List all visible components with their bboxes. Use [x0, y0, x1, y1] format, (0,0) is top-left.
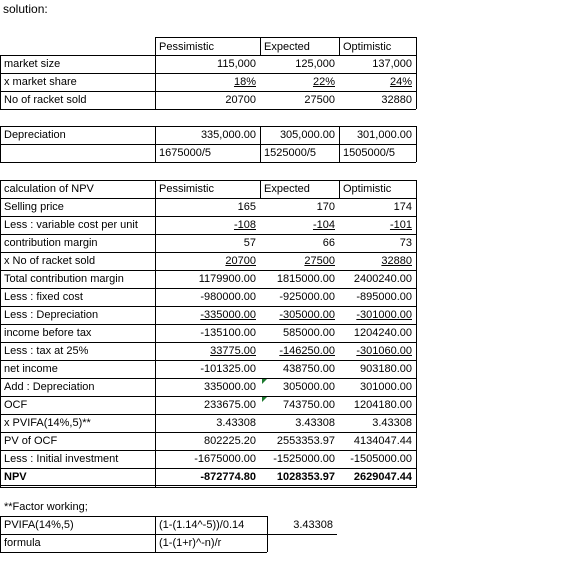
- npv-row-value: [155, 288, 260, 306]
- factor-row-value: [267, 516, 337, 534]
- npv-row-value: [260, 414, 339, 432]
- grid-line: [416, 180, 417, 488]
- npv-row-value: [339, 378, 416, 396]
- npv-row-value: [339, 342, 416, 360]
- grid-line: [0, 342, 416, 343]
- grid-line: [260, 126, 261, 162]
- grid-line: [0, 252, 416, 253]
- npv-row-value: [339, 252, 416, 270]
- npv-row-value-text: -101: [389, 219, 412, 231]
- factor-row-formula-text: (1-(1+r)^-n)/r: [159, 537, 222, 549]
- npv-row-value-text: -1525000.00: [273, 453, 335, 465]
- npv-header-0: [0, 180, 155, 198]
- npv-row-value-text: -146250.00: [279, 345, 335, 357]
- npv-row-value-text: 585000.00: [283, 327, 335, 339]
- npv-row-label: [0, 432, 155, 450]
- npv-row-value: [155, 252, 260, 270]
- npv-row-value-text: 1028353.97: [276, 471, 335, 483]
- market-row-value: [260, 91, 339, 109]
- factor-note-text: **Factor working;: [4, 501, 88, 513]
- market-row-value-text: 32880: [381, 94, 412, 106]
- npv-table-top-line: [0, 180, 416, 181]
- grid-line: [416, 37, 417, 109]
- npv-row-value-text: 1179900.00: [198, 273, 256, 285]
- npv-row-value: [260, 306, 339, 324]
- npv-header-2-text: Expected: [264, 183, 310, 195]
- market-row-label-text: x market share: [4, 76, 77, 88]
- npv-row-value: [155, 198, 260, 216]
- npv-row-value: [339, 396, 416, 414]
- grid-line: [0, 270, 416, 271]
- grid-line: [0, 450, 416, 451]
- npv-row-label: [0, 270, 155, 288]
- npv-row-label: [0, 414, 155, 432]
- npv-row-label: [0, 468, 155, 486]
- grid-line: [0, 414, 416, 415]
- npv-row-value-text: 33775.00: [210, 345, 256, 357]
- depreciation-label: [0, 126, 155, 144]
- npv-row-value-text: -108: [233, 219, 256, 231]
- npv-header-2: [260, 180, 339, 198]
- npv-row-value-text: 2400240.00: [353, 273, 412, 285]
- npv-row-label: [0, 252, 155, 270]
- npv-row-value-text: 174: [393, 201, 412, 213]
- npv-row-value: [260, 396, 339, 414]
- npv-row-label: [0, 342, 155, 360]
- npv-row-value-text: -305000.00: [279, 309, 335, 321]
- market-row-value: [155, 91, 260, 109]
- npv-row-label-text: OCF: [4, 399, 28, 411]
- depreciation-formula-text: 1505000/5: [343, 147, 395, 159]
- npv-row-value: [260, 216, 339, 234]
- npv-row-value-text: 743750.00: [283, 399, 335, 411]
- grid-line: [0, 55, 1, 109]
- grid-line: [0, 487, 416, 488]
- market-row-value: [260, 73, 339, 91]
- npv-row-label: [0, 396, 155, 414]
- npv-row-value-text: -925000.00: [279, 291, 335, 303]
- npv-row-label-text: x No of racket sold: [4, 255, 96, 267]
- depreciation-formula-text: 1525000/5: [264, 147, 316, 159]
- npv-row-value: [339, 288, 416, 306]
- npv-row-value: [339, 450, 416, 468]
- npv-row-value: [260, 468, 339, 486]
- npv-row-label: [0, 288, 155, 306]
- market-row-value-text: 27500: [304, 94, 335, 106]
- market-row-value: [339, 55, 416, 73]
- npv-row-value-text: -1675000.00: [194, 453, 256, 465]
- npv-row-value: [155, 360, 260, 378]
- market-row-label: [0, 91, 155, 109]
- depreciation-value: [339, 126, 416, 144]
- npv-row-label-text: net income: [4, 363, 58, 375]
- market-row-label-text: market size: [4, 58, 61, 70]
- npv-row-label-text: Less : tax at 25%: [4, 345, 89, 357]
- market-header-2: [260, 37, 339, 55]
- npv-row-value-text: 20700: [225, 255, 256, 267]
- grid-line: [0, 432, 416, 433]
- npv-row-value-text: 802225.20: [204, 435, 256, 447]
- npv-row-label: [0, 450, 155, 468]
- npv-row-value-text: 438750.00: [283, 363, 335, 375]
- npv-row-label-text: x PVIFA(14%,5)**: [4, 417, 91, 429]
- npv-row-value: [260, 432, 339, 450]
- npv-row-value: [155, 234, 260, 252]
- npv-row-value: [260, 450, 339, 468]
- market-header-1: [155, 37, 260, 55]
- market-row-value-text: 18%: [233, 76, 256, 88]
- npv-row-value-text: 3.43308: [216, 417, 256, 429]
- factor-row-formula: [155, 534, 267, 552]
- npv-row-value: [155, 432, 260, 450]
- depreciation-value: [155, 126, 260, 144]
- npv-row-value-text: 73: [399, 237, 412, 249]
- npv-row-value: [260, 378, 339, 396]
- depreciation-formula: [155, 144, 260, 162]
- factor-row-formula: [155, 516, 267, 534]
- npv-row-label-text: Selling price: [4, 201, 64, 213]
- market-row-value: [339, 91, 416, 109]
- grid-line: [0, 144, 416, 145]
- market-row-value-text: 24%: [389, 76, 412, 88]
- depreciation-formula: [260, 144, 339, 162]
- depreciation-value-text: 305,000.00: [279, 129, 335, 141]
- factor-note: [0, 498, 260, 516]
- npv-row-value-text: 4134047.44: [353, 435, 412, 447]
- grid-line: [0, 552, 267, 553]
- grid-line: [0, 126, 1, 162]
- grid-line: [0, 198, 416, 199]
- npv-row-value-text: 165: [237, 201, 256, 213]
- npv-row-value: [339, 198, 416, 216]
- formula-error-indicator-icon: [262, 397, 267, 402]
- npv-row-value: [260, 198, 339, 216]
- depreciation-value-text: 335,000.00: [200, 129, 256, 141]
- grid-line: [339, 180, 340, 198]
- market-row-value: [339, 73, 416, 91]
- grid-line: [0, 234, 416, 235]
- npv-row-value-text: 1204180.00: [353, 399, 412, 411]
- grid-line: [0, 396, 416, 397]
- grid-line: [0, 288, 416, 289]
- npv-row-value-text: -301000.00: [356, 309, 412, 321]
- npv-header-0-text: calculation of NPV: [4, 183, 94, 195]
- market-row-label-text: No of racket sold: [4, 94, 87, 106]
- npv-row-label-text: Less : fixed cost: [4, 291, 83, 303]
- npv-row-label-text: Add : Depreciation: [4, 381, 95, 393]
- npv-row-value-text: 233675.00: [204, 399, 256, 411]
- market-table-header-line: [0, 55, 416, 56]
- npv-header-3: [339, 180, 416, 198]
- market-header-1-text: Pessimistic: [159, 41, 215, 53]
- grid-line: [0, 324, 416, 325]
- factor-row-value-text: 3.43308: [293, 519, 333, 531]
- npv-row-value-text: -872774.80: [200, 471, 256, 483]
- factor-row-formula-text: (1-(1.14^-5))/0.14: [159, 519, 245, 531]
- solution-heading: solution:: [3, 2, 48, 16]
- market-header-2-text: Expected: [264, 41, 310, 53]
- factor-row-label-text: formula: [4, 537, 41, 549]
- market-row-value-text: 20700: [225, 94, 256, 106]
- factor-row-value: [267, 534, 337, 552]
- npv-row-label: [0, 198, 155, 216]
- grid-line: [0, 306, 416, 307]
- market-row-value: [260, 55, 339, 73]
- grid-line: [0, 378, 416, 379]
- npv-row-label-text: contribution margin: [4, 237, 98, 249]
- npv-row-label: [0, 216, 155, 234]
- npv-row-value: [155, 216, 260, 234]
- npv-row-value: [155, 468, 260, 486]
- npv-row-label: [0, 324, 155, 342]
- npv-row-value: [260, 360, 339, 378]
- npv-row-value: [155, 396, 260, 414]
- npv-row-label: [0, 360, 155, 378]
- npv-row-value: [260, 234, 339, 252]
- grid-line: [0, 91, 416, 92]
- npv-row-value-text: 2629047.44: [353, 471, 412, 483]
- factor-table-top-line: [0, 516, 267, 517]
- grid-line: [260, 180, 261, 198]
- market-row-value: [155, 55, 260, 73]
- npv-row-value-text: 170: [316, 201, 335, 213]
- npv-row-value-text: -1505000.00: [350, 453, 412, 465]
- market-row-value-text: 137,000: [372, 58, 412, 70]
- npv-row-value-text: -104: [312, 219, 335, 231]
- npv-table-bottom-line: [0, 485, 416, 486]
- market-header-3: [339, 37, 416, 55]
- npv-row-value: [339, 324, 416, 342]
- grid-line: [0, 162, 416, 163]
- npv-row-value: [260, 288, 339, 306]
- npv-row-value-text: 2553353.97: [276, 435, 335, 447]
- npv-row-value: [155, 342, 260, 360]
- npv-row-value: [155, 324, 260, 342]
- npv-row-label-text: Less : Initial investment: [4, 453, 119, 465]
- npv-row-label-text: Less : variable cost per unit: [4, 219, 138, 231]
- grid-line: [0, 360, 416, 361]
- npv-row-value-text: 57: [243, 237, 256, 249]
- npv-row-label: [0, 234, 155, 252]
- npv-row-value: [260, 252, 339, 270]
- npv-row-label-text: PV of OCF: [4, 435, 58, 447]
- npv-row-value-text: -895000.00: [356, 291, 412, 303]
- npv-header-1-text: Pessimistic: [159, 183, 215, 195]
- npv-row-value-text: 335000.00: [204, 381, 256, 393]
- npv-row-value-text: 903180.00: [360, 363, 412, 375]
- npv-row-value: [260, 270, 339, 288]
- npv-row-value-text: 32880: [381, 255, 412, 267]
- grid-line: [339, 37, 340, 55]
- grid-line: [155, 516, 156, 552]
- grid-line: [0, 468, 416, 469]
- grid-line: [267, 516, 268, 552]
- npv-row-value-text: -980000.00: [200, 291, 256, 303]
- market-table-bottom-line: [0, 109, 416, 110]
- market-row-value-text: 22%: [312, 76, 335, 88]
- depreciation-value-text: 301,000.00: [356, 129, 412, 141]
- npv-row-value: [339, 306, 416, 324]
- grid-line: [416, 126, 417, 162]
- npv-row-label-text: Total contribution margin: [4, 273, 124, 285]
- grid-line: [0, 516, 1, 552]
- grid-line: [0, 180, 1, 488]
- npv-row-value: [260, 324, 339, 342]
- npv-row-value: [339, 414, 416, 432]
- factor-row-label: [0, 516, 155, 534]
- npv-row-value: [155, 414, 260, 432]
- depreciation-value: [260, 126, 339, 144]
- npv-row-value: [339, 432, 416, 450]
- grid-line: [260, 37, 261, 55]
- depreciation-formula-text: 1675000/5: [159, 147, 211, 159]
- npv-row-value-text: 305000.00: [283, 381, 335, 393]
- market-row-value: [155, 73, 260, 91]
- npv-row-label-text: NPV: [4, 471, 27, 483]
- market-row-value-text: 115,000: [217, 58, 256, 70]
- npv-header-1: [155, 180, 260, 198]
- factor-row-label-text: PVIFA(14%,5): [4, 519, 74, 531]
- npv-row-value-text: -301060.00: [356, 345, 412, 357]
- npv-row-value-text: -335000.00: [200, 309, 256, 321]
- npv-row-value-text: -135100.00: [200, 327, 256, 339]
- npv-row-value-text: 3.43308: [372, 417, 412, 429]
- npv-row-value: [339, 234, 416, 252]
- npv-row-label: [0, 378, 155, 396]
- npv-header-3-text: Optimistic: [343, 183, 392, 195]
- grid-line: [155, 37, 416, 38]
- grid-line: [0, 534, 337, 535]
- grid-line: [0, 73, 416, 74]
- grid-line: [339, 126, 340, 162]
- depreciation-label-text: Depreciation: [4, 129, 66, 141]
- factor-row-label: [0, 534, 155, 552]
- npv-row-value: [339, 468, 416, 486]
- npv-row-value-text: 27500: [304, 255, 335, 267]
- npv-row-value: [339, 360, 416, 378]
- npv-row-value: [155, 378, 260, 396]
- npv-row-value: [339, 216, 416, 234]
- npv-row-value: [155, 306, 260, 324]
- grid-line: [155, 37, 156, 109]
- market-row-value-text: 125,000: [295, 58, 335, 70]
- market-row-label: [0, 73, 155, 91]
- npv-row-value-text: 1815000.00: [276, 273, 335, 285]
- npv-row-value-text: 66: [322, 237, 335, 249]
- depreciation-formula: [339, 144, 416, 162]
- npv-row-value-text: 301000.00: [360, 381, 412, 393]
- npv-row-value-text: 3.43308: [295, 417, 335, 429]
- market-header-3-text: Optimistic: [343, 41, 392, 53]
- grid-line: [155, 180, 156, 488]
- npv-row-label-text: income before tax: [4, 327, 92, 339]
- npv-row-label-text: Less : Depreciation: [4, 309, 99, 321]
- npv-row-value: [155, 450, 260, 468]
- depreciation-table-top-line: [0, 126, 416, 127]
- npv-row-value: [155, 270, 260, 288]
- market-row-label: [0, 55, 155, 73]
- npv-row-value-text: -101325.00: [200, 363, 256, 375]
- npv-row-label: [0, 306, 155, 324]
- npv-row-value: [339, 270, 416, 288]
- npv-row-value: [260, 342, 339, 360]
- grid-line: [155, 126, 156, 162]
- formula-error-indicator-icon: [262, 379, 267, 384]
- npv-row-value-text: 1204240.00: [353, 327, 412, 339]
- grid-line: [0, 216, 416, 217]
